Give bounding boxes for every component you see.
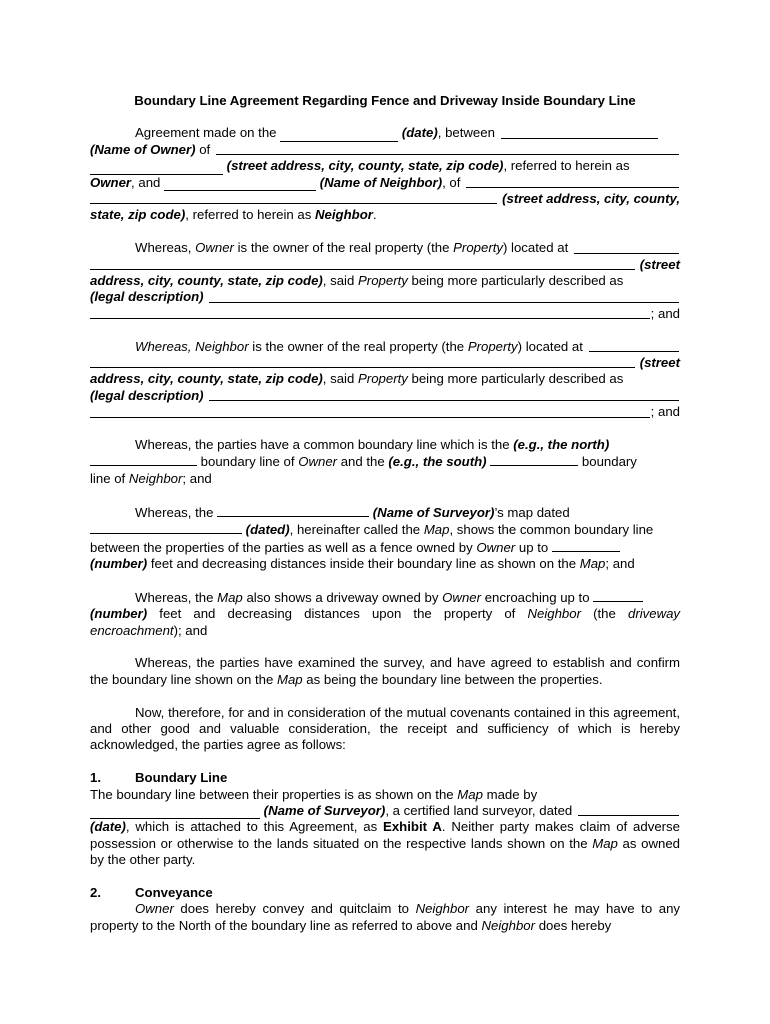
- address-label: (street address, city, county, state, zip code): [226, 158, 504, 174]
- street-label: (street: [639, 256, 680, 272]
- dated-blank: [90, 521, 242, 534]
- text: does hereby convey and quitclaim to: [180, 901, 409, 917]
- section-conveyance: [90, 885, 680, 934]
- text: line of: [90, 470, 126, 486]
- map-term: Map: [217, 589, 243, 605]
- address-label: address, city, county, state, zip code): [90, 371, 323, 387]
- map-term: Map: [457, 786, 483, 802]
- owner-term: Owner: [298, 454, 338, 470]
- location-blank-2: [90, 355, 635, 368]
- owner-term: Owner: [135, 901, 174, 917]
- legal-description-label: (legal description): [90, 289, 204, 305]
- neighbor-term: Neighbor: [315, 207, 373, 223]
- map-term: Map: [276, 671, 303, 687]
- text: , a certified land surveyor, dated: [385, 802, 573, 818]
- section-title: Boundary Line: [135, 770, 228, 786]
- text: Whereas, the: [135, 589, 214, 605]
- intro-text: , referred to herein as: [503, 158, 630, 174]
- neighbor-blank: [164, 178, 316, 191]
- surveyor-label: (Name of Surveyor): [263, 802, 386, 818]
- document-page: [90, 93, 680, 951]
- date-label: (date): [90, 819, 126, 835]
- intro-text: , between: [437, 125, 495, 141]
- text: feet and decreasing distances inside their boundary line as shown on the: [150, 555, 577, 571]
- text: and the: [340, 454, 385, 470]
- section-title: Conveyance: [135, 884, 213, 900]
- intro-text: , and: [131, 174, 161, 190]
- legal-description-label: (legal description): [90, 387, 204, 403]
- intro-text: .: [372, 207, 377, 223]
- text: , said: [322, 273, 355, 289]
- text: ; and: [650, 404, 680, 420]
- exhibit-label: Exhibit A: [383, 819, 442, 835]
- whereas-owner-property: [90, 240, 680, 322]
- legal-description-blank-2: [90, 306, 650, 319]
- address-label: state, zip code): [90, 207, 186, 223]
- address-label: address, city, county, state, zip code): [90, 273, 323, 289]
- text: ; and: [605, 555, 635, 571]
- text: also shows a driveway owned by: [246, 589, 439, 605]
- neighbor-address-blank: [466, 175, 679, 188]
- text: . Neither party makes claim of adverse possession or otherwise to the lands situated on the respective lands shown on the: [90, 819, 680, 851]
- dated-label: (dated): [245, 522, 290, 538]
- surveyor-blank: [90, 806, 260, 819]
- number-label: (number): [90, 555, 148, 571]
- text: being more particularly described as: [411, 273, 624, 289]
- text: , which is attached to this Agreement, as: [125, 819, 378, 835]
- now-therefore-paragraph: Now, therefore, for and in consideration of the mutual covenants contained in this agreement, and other good and valuable consideration, the receipt and sufficiency of which is hereby acknowledged, the parties agree as follows:: [90, 704, 680, 753]
- number-blank: [552, 539, 620, 552]
- neighbor-term: Neighbor: [415, 901, 470, 917]
- text: ) located at: [502, 240, 569, 256]
- text: Whereas, the parties have examined the survey, and have agreed to establish and confirm the boundary line shown on the: [90, 655, 680, 687]
- text: boundary: [581, 454, 637, 470]
- owner-term: Owner: [476, 539, 516, 555]
- map-term: Map: [592, 835, 618, 851]
- text: Whereas,: [135, 240, 192, 256]
- text: ’s map dated: [494, 504, 570, 520]
- document-title: Boundary Line Agreement Regarding Fence and Driveway Inside Boundary Line: [134, 93, 636, 108]
- section-number: 2.: [90, 884, 101, 900]
- text: ); and: [173, 622, 208, 638]
- legal-description-blank-2: [90, 405, 650, 418]
- number-blank: [593, 589, 643, 602]
- text: ) located at: [517, 338, 583, 354]
- neighbor-name-label: (Name of Neighbor): [319, 174, 443, 190]
- driveway-term: driveway encroachment: [90, 606, 681, 638]
- text: , hereinafter called the: [289, 522, 421, 538]
- text: (the: [593, 606, 616, 622]
- text: is the owner of the real property (the: [237, 240, 450, 256]
- date-blank: [578, 803, 679, 816]
- text: being more particularly described as: [411, 371, 624, 387]
- map-term: Map: [579, 555, 606, 571]
- text: Whereas, the parties have a common boundary line which is the: [135, 437, 510, 453]
- direction-blank: [90, 453, 197, 466]
- text: , shows the common boundary line: [449, 522, 654, 538]
- neighbor-term: Neighbor: [527, 606, 581, 622]
- text: between the properties of the parties as well as a fence owned by: [90, 539, 473, 555]
- text: Whereas, the: [135, 504, 214, 520]
- whereas-survey-map: [90, 504, 680, 573]
- location-blank: [574, 241, 679, 254]
- legal-description-blank: [209, 388, 679, 401]
- owner-term: Owner: [90, 174, 132, 190]
- text: Whereas, Neighbor: [135, 338, 249, 354]
- intro-text: , referred to herein as: [185, 207, 312, 223]
- text: as owned by the other party.: [90, 835, 680, 868]
- intro-text: Agreement made on the: [135, 125, 277, 141]
- text: as being the boundary line between the properties.: [306, 671, 603, 687]
- text: ; and: [182, 470, 212, 486]
- property-term: Property: [467, 338, 518, 354]
- direction-label: (e.g., the south): [388, 454, 487, 470]
- text: does hereby: [538, 917, 612, 933]
- intro-text: , of: [442, 174, 461, 190]
- text: ; and: [650, 305, 680, 321]
- owner-term: Owner: [442, 589, 482, 605]
- owner-blank: [501, 126, 658, 139]
- text: any interest he may have to any property to the North of the boundary line as referred to above and: [90, 901, 681, 933]
- whereas-survey-examined: [90, 655, 680, 688]
- number-label: (number): [90, 606, 148, 622]
- whereas-common-boundary: [90, 437, 680, 487]
- intro-paragraph: [90, 125, 680, 223]
- location-blank-2: [90, 257, 635, 270]
- neighbor-term: Neighbor: [128, 470, 183, 486]
- legal-description-blank: [209, 290, 679, 303]
- address-blank: [90, 162, 223, 175]
- property-term: Property: [358, 371, 408, 387]
- date-label: (date): [401, 125, 438, 141]
- neighbor-term: Neighbor: [481, 917, 536, 933]
- direction-label: (e.g., the north): [513, 437, 610, 453]
- intro-text: of: [199, 141, 211, 157]
- owner-term: Owner: [195, 240, 234, 256]
- surveyor-label: (Name of Surveyor): [372, 504, 495, 520]
- street-label: (street: [639, 355, 680, 371]
- date-blank: [280, 129, 398, 142]
- text: , said: [322, 371, 355, 387]
- location-blank: [589, 339, 679, 352]
- section-heading: [90, 885, 680, 901]
- text: boundary line of: [200, 454, 295, 470]
- whereas-neighbor-property: [90, 339, 680, 421]
- section-boundary-line: [90, 770, 680, 868]
- section-number: 1.: [90, 770, 101, 786]
- text: is the owner of the real property (the: [252, 338, 465, 354]
- text: encroaching up to: [484, 589, 590, 605]
- map-term: Map: [423, 522, 450, 538]
- text: up to: [518, 539, 549, 555]
- address-label: (street address, city, county,: [502, 191, 680, 207]
- property-term: Property: [358, 273, 408, 289]
- owner-address-blank: [216, 142, 679, 155]
- section-heading: [90, 770, 680, 786]
- direction-blank: [490, 453, 578, 466]
- property-term: Property: [453, 240, 503, 256]
- text: feet and decreasing distances upon the property of: [159, 606, 516, 622]
- text: made by: [486, 786, 538, 802]
- surveyor-blank: [217, 504, 369, 517]
- text: The boundary line between their properties is as shown on the: [90, 786, 454, 802]
- whereas-driveway: [90, 589, 680, 639]
- neighbor-address-blank-2: [90, 191, 497, 204]
- owner-name-label: (Name of Owner): [90, 141, 196, 157]
